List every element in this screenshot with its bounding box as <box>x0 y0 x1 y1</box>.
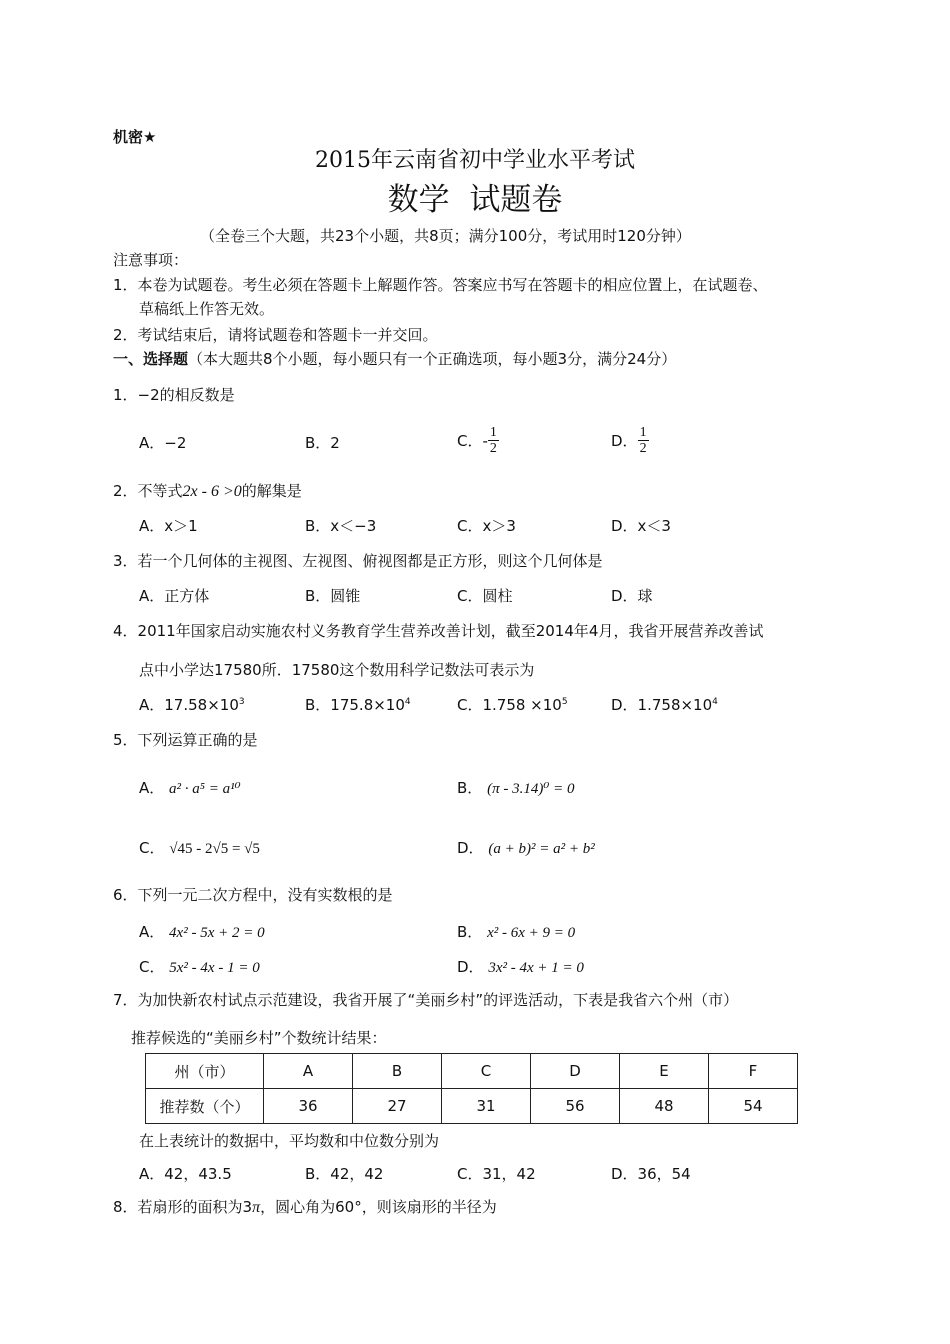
question-3-stem: 3．若一个几何体的主视图、左视图、俯视图都是正方形，则这个几何体是 <box>113 552 603 570</box>
note-item-1-cont: 草稿纸上作答无效。 <box>139 300 275 318</box>
q4-a-exp: 3 <box>238 697 245 707</box>
table-cell: C <box>442 1054 531 1089</box>
q4-d-exp: 4 <box>712 697 718 707</box>
q6-a-expr: 4x² - 5x + 2 = 0 <box>169 925 265 941</box>
section-heading <box>113 349 676 369</box>
q4-b-base: B．175.8×10 <box>305 696 405 714</box>
q2-option-c: C．x＞3 <box>457 517 516 535</box>
table-cell: 27 <box>353 1089 442 1124</box>
q5-c-label: C． <box>139 839 165 857</box>
q7-option-c: C．31，42 <box>457 1165 536 1183</box>
question-7-stem: 7．为加快新农村试点示范建设，我省开展了“美丽乡村”的评选活动，下表是我省六个州（市） <box>113 991 739 1009</box>
section-title: 一、选择题 <box>113 350 189 368</box>
q5-d-label: D． <box>457 839 484 857</box>
q2-stem-post: 的解集是 <box>241 482 302 500</box>
q2-stem-pre: 2．不等式 <box>113 482 183 500</box>
notes-heading: 注意事项： <box>113 251 189 269</box>
exam-info: （全卷三个大题，共23个小题，共8页；满分100分，考试用时120分钟） <box>200 227 691 245</box>
fraction-denominator: 2 <box>489 441 497 456</box>
question-4-stem: 4．2011年国家启动实施农村义务教育学生营养改善计划，截至2014年4月，我省开展营养改善试 <box>113 622 764 640</box>
q1-option-d-label: D． <box>611 431 638 450</box>
q2-inequality: 2x - 6 >0 <box>182 483 242 500</box>
q2-option-b: B．x＜−3 <box>305 517 377 535</box>
table-cell: A <box>264 1054 353 1089</box>
table-cell: 31 <box>442 1089 531 1124</box>
q6-d-label: D． <box>457 958 484 976</box>
question-7-stem-cont: 推荐候选的“美丽乡村”个数统计结果： <box>131 1029 387 1047</box>
q3-option-c: C．圆柱 <box>457 587 513 605</box>
q6-option-c <box>139 957 260 978</box>
table-cell: 48 <box>620 1089 709 1124</box>
q5-option-c <box>139 838 260 859</box>
q6-option-d <box>457 957 584 978</box>
q6-c-label: C． <box>139 958 165 976</box>
table-cell: 56 <box>531 1089 620 1124</box>
q4-c-exp: 5 <box>561 697 568 707</box>
q5-d-expr: (a + b)² = a² + b² <box>488 841 595 857</box>
note-item-2: 2．考试结束后，请将试题卷和答题卡一并交回。 <box>113 326 438 344</box>
fraction-numerator: 1 <box>639 425 647 440</box>
fraction-denominator: 2 <box>639 441 647 456</box>
q5-b-label: B． <box>457 779 483 797</box>
q4-option-a <box>139 695 245 715</box>
question-5-stem: 5．下列运算正确的是 <box>113 731 258 749</box>
q8-stem-pre: 8．若扇形的面积为3 <box>113 1198 253 1216</box>
q1-option-c-label: C．- <box>457 431 488 450</box>
section-desc: （本大题共8个小题，每小题只有一个正确选项，每小题3分，满分24分） <box>188 350 677 368</box>
table-header-row <box>146 1054 798 1089</box>
q4-option-b <box>305 695 411 715</box>
stats-table <box>145 1053 798 1124</box>
fraction-numerator: 1 <box>489 425 497 440</box>
q5-option-b <box>457 778 574 799</box>
q5-option-d <box>457 838 595 859</box>
q4-option-d <box>611 695 718 715</box>
q8-pi: π <box>252 1199 261 1216</box>
table-cell: 州（市） <box>146 1054 264 1089</box>
exam-subtitle: 数学 试题卷 <box>387 182 563 218</box>
q4-d-base: D．1.758×10 <box>611 696 713 714</box>
q6-b-label: B． <box>457 923 483 941</box>
q4-b-exp: 4 <box>404 697 411 707</box>
table-cell: B <box>353 1054 442 1089</box>
exam-title: 2015年云南省初中学业水平考试 <box>315 148 635 173</box>
q7-option-d: D．36，54 <box>611 1165 691 1183</box>
table-cell: 54 <box>709 1089 798 1124</box>
q6-b-expr: x² - 6x + 9 = 0 <box>487 925 576 941</box>
fraction <box>488 425 499 456</box>
table-row <box>146 1089 798 1124</box>
table-cell: D <box>531 1054 620 1089</box>
table-cell: 36 <box>264 1089 353 1124</box>
question-1-stem: 1．−2的相反数是 <box>113 386 235 404</box>
q1-option-b: B．2 <box>305 434 340 452</box>
q1-option-c <box>457 425 499 456</box>
q3-option-d: D．球 <box>611 587 653 605</box>
question-4-stem-cont: 点中小学达17580所．17580这个数用科学记数法可表示为 <box>139 661 535 679</box>
q3-option-a: A．正方体 <box>139 587 210 605</box>
q6-c-expr: 5x² - 4x - 1 = 0 <box>169 960 260 976</box>
q2-option-d: D．x＜3 <box>611 517 671 535</box>
fraction <box>638 425 649 456</box>
q6-option-a <box>139 922 265 943</box>
question-2-stem <box>113 481 302 502</box>
table-cell: 推荐数（个） <box>146 1089 264 1124</box>
q5-option-a <box>139 778 241 799</box>
q6-option-b <box>457 922 575 943</box>
table-cell: F <box>709 1054 798 1089</box>
q5-a-label: A． <box>139 779 165 797</box>
q6-d-expr: 3x² - 4x + 1 = 0 <box>488 960 584 976</box>
q7-option-a: A．42，43.5 <box>139 1165 232 1183</box>
secret-mark: 机密★ <box>113 128 157 146</box>
q6-a-label: A． <box>139 923 165 941</box>
question-8-stem <box>113 1197 497 1218</box>
q4-c-base: C．1.758 ×10 <box>457 696 562 714</box>
q7-option-b: B．42，42 <box>305 1165 384 1183</box>
question-7-after: 在上表统计的数据中，平均数和中位数分别为 <box>139 1132 440 1150</box>
q5-b-expr: (π - 3.14)⁰ = 0 <box>487 781 575 797</box>
q1-option-d <box>611 425 649 456</box>
note-item-1: 1．本卷为试题卷。考生必须在答题卡上解题作答。答案应书写在答题卡的相应位置上，在试题卷、 <box>113 276 768 294</box>
q1-option-a: A．−2 <box>139 434 187 452</box>
table-cell: E <box>620 1054 709 1089</box>
q5-c-expr: √45 - 2√5 = √5 <box>169 841 260 857</box>
q4-option-c <box>457 695 568 715</box>
q8-stem-post: ，圆心角为60°，则该扇形的半径为 <box>260 1198 497 1216</box>
q2-option-a: A．x＞1 <box>139 517 198 535</box>
q5-a-expr: a² · a⁵ = a¹⁰ <box>169 781 241 797</box>
question-6-stem: 6．下列一元二次方程中，没有实数根的是 <box>113 886 393 904</box>
q3-option-b: B．圆锥 <box>305 587 361 605</box>
q4-a-base: A．17.58×10 <box>139 696 239 714</box>
